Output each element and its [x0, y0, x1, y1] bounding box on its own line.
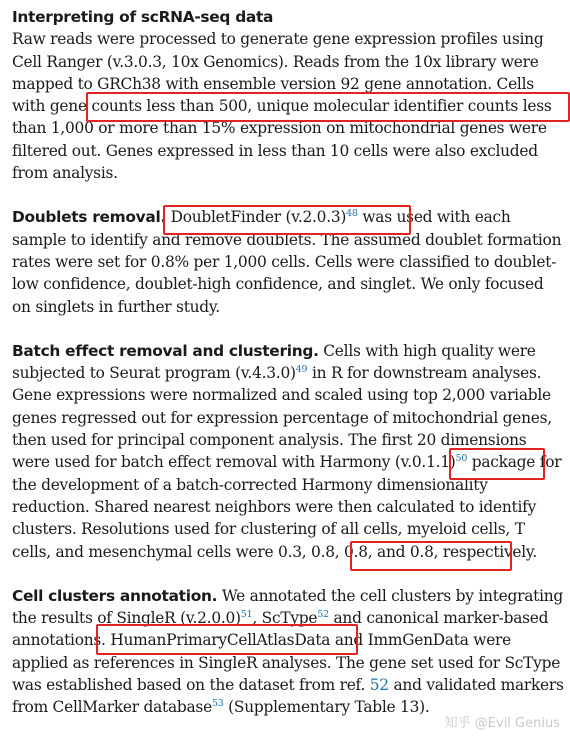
reference-link[interactable]: 49 [295, 364, 308, 376]
section-heading: Interpreting of scRNA-seq data [12, 8, 274, 26]
section-body: Cells with high quality were subjected to Seurat program (v.4.3.0) [12, 341, 536, 383]
section-interpreting [12, 6, 564, 184]
section-heading: Doublets removal. [12, 208, 166, 227]
reference-link[interactable]: 52 [317, 609, 329, 620]
reference-link[interactable]: 52 [369, 676, 389, 695]
paper-page [12, 6, 564, 741]
section-annotation [12, 585, 564, 719]
section-batch [12, 340, 564, 563]
section-body: We annotated the cell clusters by integrating the results of SingleR (v.2.0.0) [12, 586, 564, 628]
section-body: and validated markers from CellMarker database [12, 676, 564, 717]
watermark: 知乎 @Evil Genius [444, 716, 560, 731]
section-body: and canonical marker-based annotations. HumanPrimaryCellAtlasData and ImmGenData were applied as references in SingleR analyses. The gene set used for ScType was established based on the dataset from ref. [12, 609, 561, 695]
section-body: was used with each sample to identify and remove doublets. The assumed doublet formation rates were set for 0.8% per 1,000 cells. Cells were classified to doublet-low confidence, doublet-high confidence, and singlet. We only focused on singlets in further study. [12, 208, 562, 316]
reference-link[interactable]: 53 [211, 698, 224, 710]
reference-link[interactable]: 50 [455, 453, 468, 465]
section-body: DoubletFinder (v.2.0.3) [166, 208, 347, 227]
section-body: , ScType [252, 609, 318, 628]
reference-link[interactable]: 48 [346, 208, 358, 220]
reference-link[interactable]: 51 [240, 609, 253, 620]
section-body: in R for downstream analyses. Gene expressions were normalized and scaled using top 2,000 variable genes regressed out for expression percentage of mitochondrial genes, then used for principal component analysis. The first 20 dimensions were used for batch effect removal with Harmony (v.0.1.1) [12, 364, 552, 472]
section-body: package for the development of a batch-corrected Harmony dimensionality reduction. Shared nearest neighbors were then calculated to identify clusters. Resolutions used for clustering of all cells, myeloid cells, T cells, and mesenchymal cells were 0.3, 0.8, 0.8, and 0.8, respectively. [12, 453, 562, 561]
section-body: (Supplementary Table 13). [223, 698, 430, 717]
section-doublets [12, 206, 564, 317]
section-heading: Batch effect removal and clustering. [12, 341, 319, 360]
section-body: Raw reads were processed to generate gene expression profiles using Cell Ranger (v.3.0.3, 10x Genomics). Reads from the 10x library were mapped to GRCh38 with ensemble version 92 gene annotation. Cells with gene counts less than 500, unique molecular identifier counts less than 1,000 or more than 15% expression on mitochondrial genes were filtered out. Genes expressed in less than 10 cells were also excluded from analysis. [12, 30, 552, 183]
section-heading: Cell clusters annotation. [12, 586, 218, 605]
